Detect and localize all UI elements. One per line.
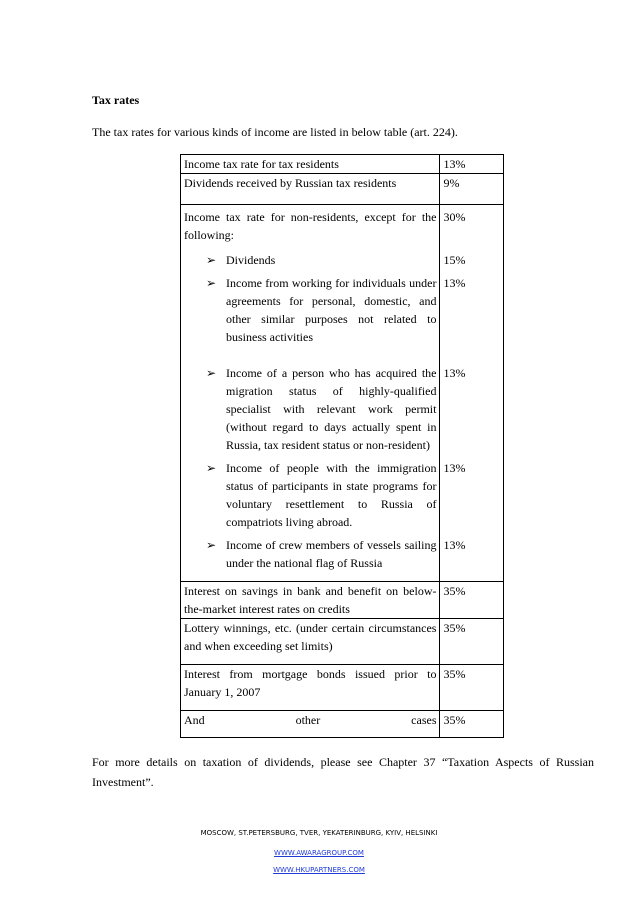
list-item <box>184 274 436 346</box>
arrow-bullet-icon: ➢ <box>206 366 217 380</box>
row-rate: 35% <box>440 665 504 711</box>
arrow-bullet-icon: ➢ <box>206 276 217 290</box>
section-heading: Tax rates <box>92 93 140 107</box>
row-label: Dividends received by Russian tax residents <box>181 174 440 205</box>
list-item <box>184 536 436 572</box>
closing-paragraph: For more details on taxation of dividends, please see Chapter 37 “Taxation Aspects of Russian Investment”. <box>92 755 594 789</box>
row-label: Interest on savings in bank and benefit on below-the-market interest rates on credits <box>181 582 440 619</box>
list-item <box>184 251 436 269</box>
table-row <box>181 244 504 269</box>
row-rate: 30% <box>440 205 504 245</box>
footer-link-hkupartners[interactable]: WWW.HKUPARTNERS.COM <box>273 866 365 874</box>
bullet-label: Dividends <box>226 253 276 267</box>
row-rate: 35% <box>440 711 504 738</box>
row-label: And other cases <box>181 711 440 738</box>
footer-cities: MOSCOW, ST.PETERSBURG, TVER, YEKATERINBURG, KYIV, HELSINKI <box>200 829 438 837</box>
list-item <box>184 459 436 531</box>
arrow-bullet-icon: ➢ <box>206 538 217 552</box>
row-label: Income tax rate for non-residents, except for the following: <box>181 205 440 245</box>
table-row <box>181 454 504 531</box>
table-row <box>181 205 504 245</box>
table-row <box>181 174 504 205</box>
row-rate: 13% <box>440 269 504 359</box>
row-rate: 35% <box>440 582 504 619</box>
intro-paragraph: The tax rates for various kinds of income are listed in below table (art. 224). <box>92 125 458 139</box>
row-label: Interest from mortgage bonds issued prior to January 1, 2007 <box>181 665 440 711</box>
row-rate: 35% <box>440 619 504 665</box>
arrow-bullet-icon: ➢ <box>206 461 217 475</box>
table-row <box>181 582 504 619</box>
list-item <box>184 364 436 454</box>
table-row <box>181 359 504 454</box>
table-row <box>181 665 504 711</box>
row-rate: 13% <box>440 531 504 582</box>
row-rate: 13% <box>440 359 504 454</box>
bullet-label: Income of people with the immigration status of participants in state programs for voluntary resettlement to Russia of compatriots living abroad. <box>226 461 437 529</box>
table-row <box>181 619 504 665</box>
bullet-label: Income from working for individuals under agreements for personal, domestic, and other similar purposes not related to business activities <box>226 276 437 344</box>
footer-link-awaragroup[interactable]: WWW.AWARAGROUP.COM <box>274 849 364 857</box>
table-row <box>181 155 504 174</box>
bullet-label: Income of a person who has acquired the migration status of highly-qualified specialist with relevant work permit (without regard to days actually spent in Russia, tax resident status or non-resident) <box>226 366 437 452</box>
table-row <box>181 531 504 582</box>
row-rate: 13% <box>440 155 504 174</box>
row-rate: 15% <box>440 244 504 269</box>
table-row <box>181 711 504 738</box>
arrow-bullet-icon: ➢ <box>206 253 217 267</box>
row-rate: 9% <box>440 174 504 205</box>
row-label: Lottery winnings, etc. (under certain circumstances and when exceeding set limits) <box>181 619 440 665</box>
tax-rates-table <box>180 154 504 738</box>
row-label: Income tax rate for tax residents <box>181 155 440 174</box>
bullet-label: Income of crew members of vessels sailing under the national flag of Russia <box>226 538 437 570</box>
row-rate: 13% <box>440 454 504 531</box>
table-row <box>181 269 504 359</box>
